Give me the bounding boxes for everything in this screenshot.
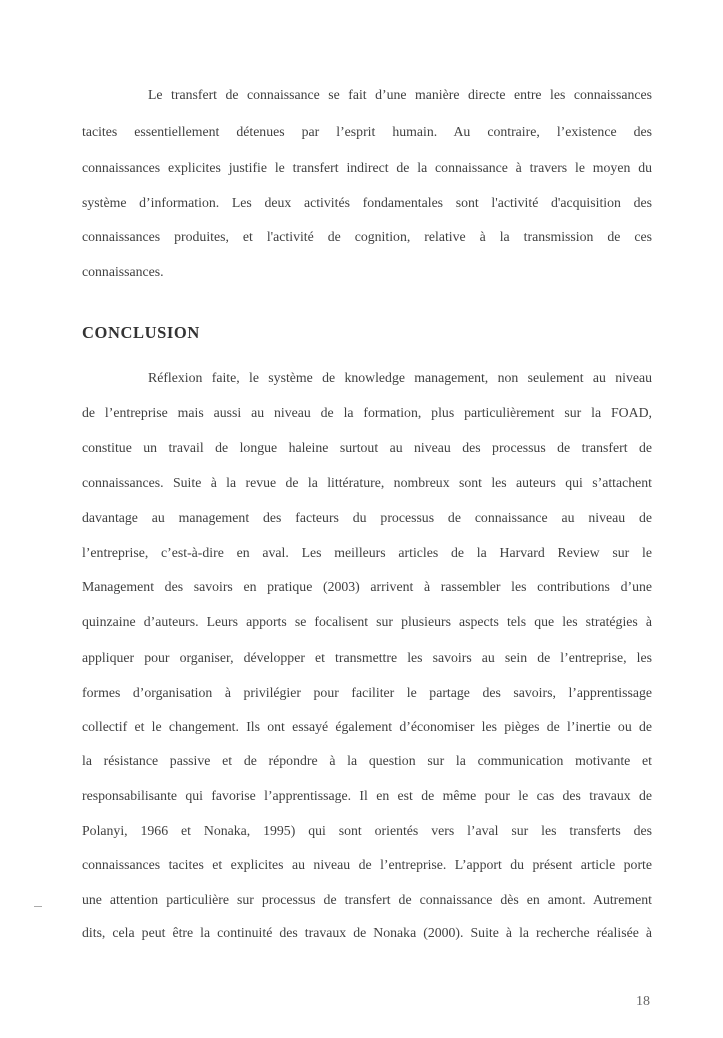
- text-line: Management des savoirs en pratique (2003) arrivent à rassembler les contributions d’une: [82, 579, 652, 594]
- text-line: la résistance passive et de répondre à la question sur la communication motivante et: [82, 753, 652, 768]
- text-line: quinzaine d’auteurs. Leurs apports se focalisent sur plusieurs aspects tels que les stratégies à: [82, 614, 652, 629]
- text-line: davantage au management des facteurs du processus de connaissance au niveau de: [82, 510, 652, 525]
- text-line: Polanyi, 1966 et Nonaka, 1995) qui sont orientés vers l’aval sur les transferts des: [82, 823, 652, 838]
- text-line: tacites essentiellement détenues par l’esprit humain. Au contraire, l’existence des: [82, 124, 652, 139]
- text-line: connaissances.: [82, 264, 164, 279]
- text-line: connaissances produites, et l'activité de cognition, relative à la transmission de ces: [82, 229, 652, 244]
- margin-mark: [34, 906, 42, 907]
- text-line: connaissances tacites et explicites au niveau de l’entreprise. L’apport du présent article porte: [82, 857, 652, 872]
- text-line: collectif et le changement. Ils ont essayé également d’économiser les pièges de l’inertie ou de: [82, 719, 652, 734]
- text-line: connaissances explicites justifie le transfert indirect de la connaissance à travers le moyen du: [82, 160, 652, 175]
- text-line: une attention particulière sur processus de transfert de connaissance dès en amont. Autrement: [82, 892, 652, 907]
- text-line: système d’information. Les deux activités fondamentales sont l'activité d'acquisition des: [82, 195, 652, 210]
- text-line: de l’entreprise mais aussi au niveau de la formation, plus particulièrement sur la FOAD,: [82, 405, 652, 420]
- text-line: Le transfert de connaissance se fait d’une manière directe entre les connaissances: [148, 87, 652, 102]
- text-line: formes d’organisation à privilégier pour faciliter le partage des savoirs, l’apprentissage: [82, 685, 652, 700]
- conclusion-heading: CONCLUSION: [82, 323, 200, 342]
- text-line: connaissances. Suite à la revue de la littérature, nombreux sont les auteurs qui s’attachent: [82, 475, 652, 490]
- text-line: Réflexion faite, le système de knowledge management, non seulement au niveau: [148, 370, 652, 385]
- page-number: 18: [636, 994, 650, 1009]
- text-line: responsabilisante qui favorise l’apprentissage. Il en est de même pour le cas des travaux de: [82, 788, 652, 803]
- text-line: appliquer pour organiser, développer et transmettre les savoirs au sein de l’entreprise, les: [82, 650, 652, 665]
- text-line: l’entreprise, c’est-à-dire en aval. Les meilleurs articles de la Harvard Review sur le: [82, 545, 652, 560]
- text-line: dits, cela peut être la continuité des travaux de Nonaka (2000). Suite à la recherche réalisée à: [82, 925, 652, 940]
- text-line: constitue un travail de longue haleine surtout au niveau des processus de transfert de: [82, 440, 652, 455]
